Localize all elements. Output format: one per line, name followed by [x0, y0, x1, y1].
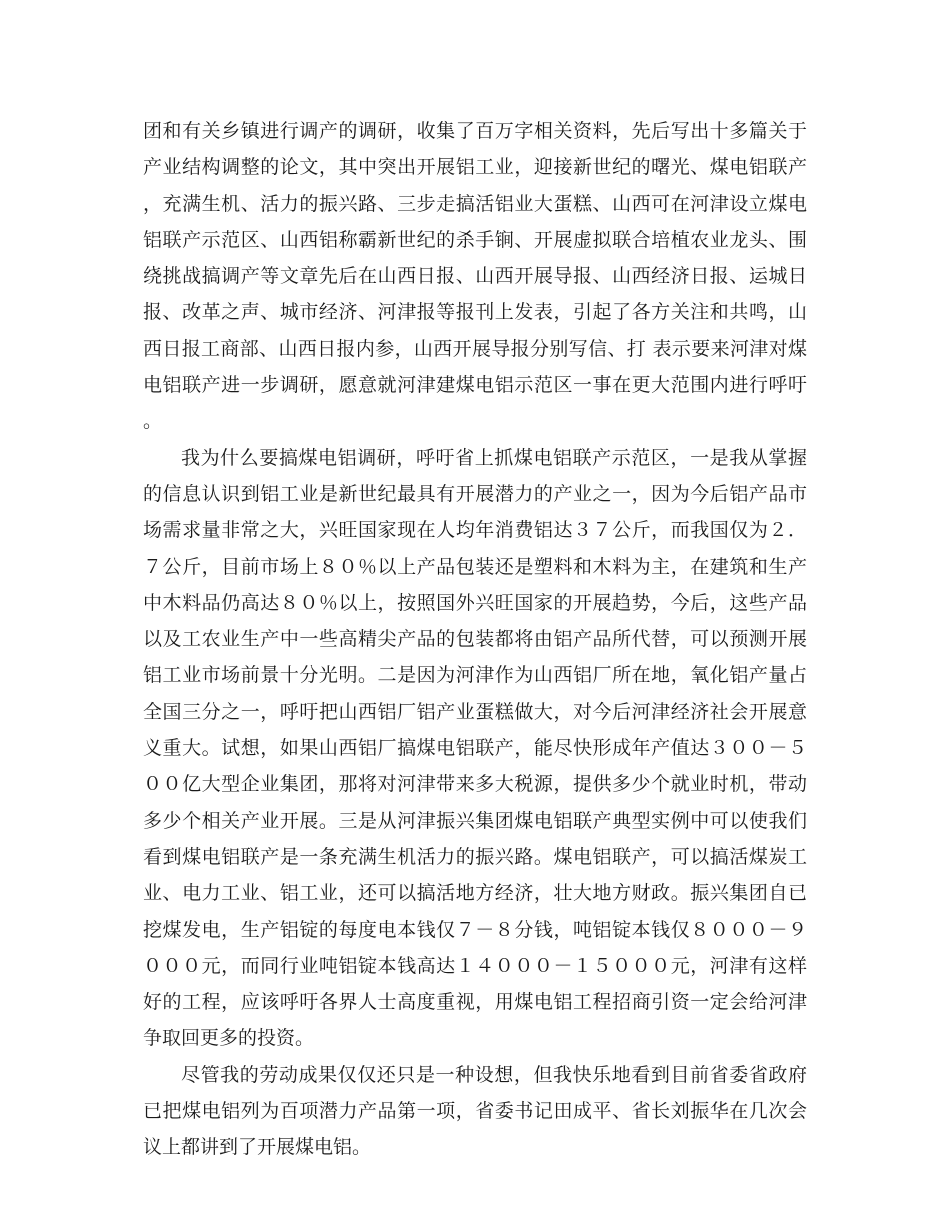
body-text — [143, 113, 807, 1166]
paragraph-conclusion: 尽管我的劳动成果仅仅还只是一种设想，但我快乐地看到目前省委省政府已把煤电铝列为百项潜力产品第一项，省委书记田成平、省长刘振华在几次会议上都讲到了开展煤电铝。 — [143, 1063, 807, 1159]
paragraph-reasons: 我为什么要搞煤电铝调研，呼吁省上抓煤电铝联产示范区，一是我从掌握的信息认识到铝工业是新世纪最具有开展潜力的产业之一，因为今后铝产品市场需求量非常之大，兴旺国家现在人均年消费铝达３７公斤，而我国仅为２．７公斤，目前市场上８０％以上产品包装还是塑料和木料为主，在建筑和生产中木料品仍高达８０％以上，按照国外兴旺国家的开展趋势，今后，这些产品以及工农业生产中一些高精尖产品的包装都将由铝产品所代替，可以预测开展铝工业市场前景十分光明。二是因为河津作为山西铝厂所在地，氧化铝产量占全国三分之一，呼吁把山西铝厂铝产业蛋糕做大，对今后河津经济社会开展意义重大。试想，如果山西铝厂搞煤电铝联产，能尽快形成年产值达３００－５００亿大型企业集团，那将对河津带来多大税源，提供多少个就业时机，带动多少个相关产业开展。三是从河津振兴集团煤电铝联产典型实例中可以使我们看到煤电铝联产是一条充满生机活力的振兴路。煤电铝联产，可以搞活煤炭工业、电力工业、铝工业，还可以搞活地方经济，壮大地方财政。振兴集团自已挖煤发电，生产铝锭的每度电本钱仅７－８分钱，吨铝锭本钱仅８０００－９０００元，而同行业吨铝锭本钱高达１４０００－１５０００元，河津有这样好的工程，应该呼吁各界人士高度重视，用煤电铝工程招商引资一定会给河津争取回更多的投资。 — [143, 446, 807, 1050]
paragraph-continuation: 团和有关乡镇进行调产的调研，收集了百万字相关资料，先后写出十多篇关于产业结构调整的论文，其中突出开展铝工业，迎接新世纪的曙光、煤电铝联产，充满生机、活力的振兴路、三步走搞活铝业大蛋糕、山西可在河津设立煤电铝联产示范区、山西铝称霸新世纪的杀手锏、开展虚拟联合培植农业龙头、围绕挑战搞调产等文章先后在山西日报、山西开展导报、山西经济日报、运城日报、改革之声、城市经济、河津报等报刊上发表，引起了各方关注和共鸣，山西日报工商部、山西日报内参，山西开展导报分别写信、打 表示要来河津对煤电铝联产进一步调研，愿意就河津建煤电铝示范区一事在更大范围内进行呼吁。 — [143, 120, 807, 433]
